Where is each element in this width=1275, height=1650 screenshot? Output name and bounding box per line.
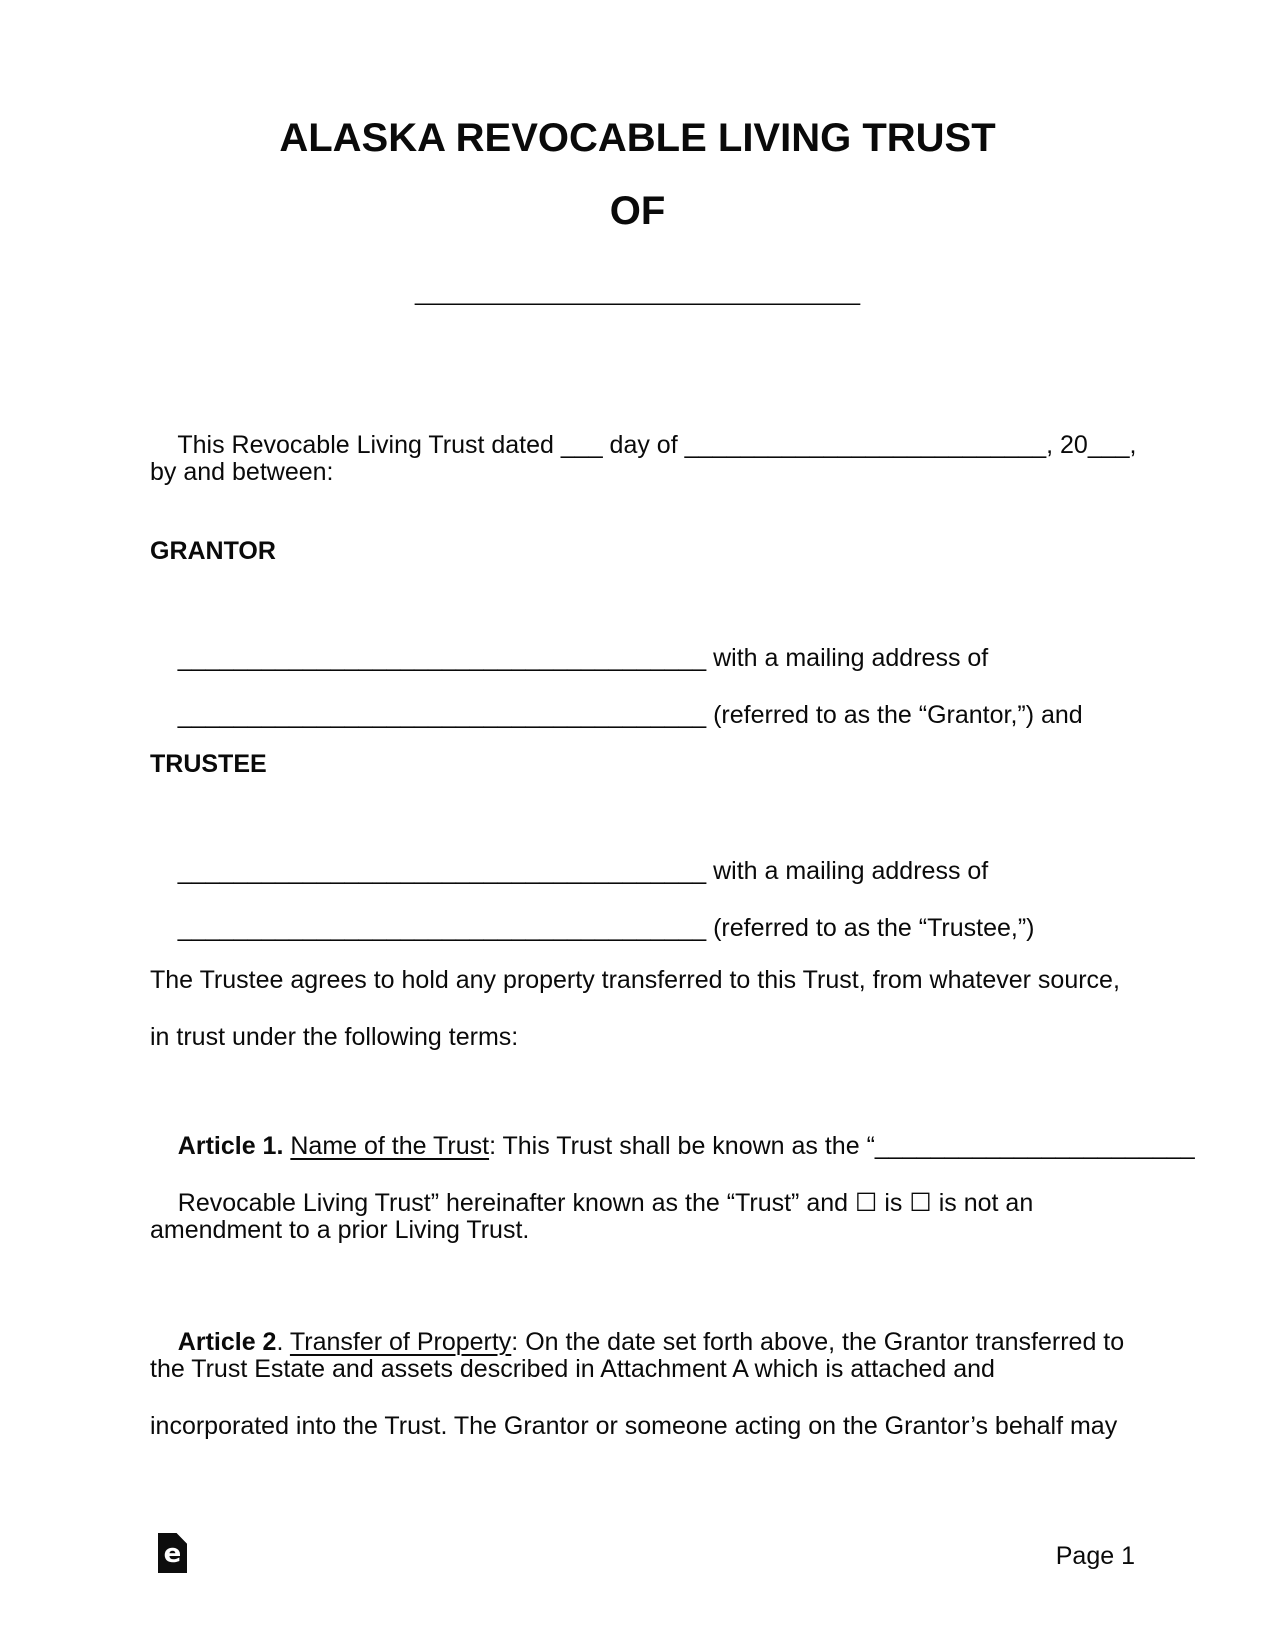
intro-by-and-between: by and between: bbox=[150, 458, 334, 486]
grantor-name-blank[interactable]: ______________________________________ bbox=[177, 644, 707, 672]
article-1-text: : This Trust shall be known as the “ bbox=[489, 1132, 875, 1160]
article-1-line-3: amendment to a prior Living Trust. bbox=[150, 1216, 530, 1244]
date-day-blank[interactable]: ___ bbox=[560, 431, 603, 459]
trustee-address-blank[interactable]: ______________________________________ bbox=[177, 914, 707, 942]
trustee-name-line-text: with a mailing address of bbox=[706, 857, 989, 885]
trust-name-blank[interactable]: _______________________ bbox=[874, 1132, 1195, 1160]
date-month-blank[interactable]: __________________________ bbox=[684, 431, 1047, 459]
article-2-heading: Transfer of Property bbox=[289, 1328, 512, 1356]
article-2-label: Article 2 bbox=[177, 1328, 277, 1356]
article-2-text: : On the date set forth above, the Grantor transferred to bbox=[511, 1328, 1125, 1356]
article-2-line-3: incorporated into the Trust. The Grantor or someone acting on the Grantor’s behalf may bbox=[150, 1412, 1118, 1440]
date-year-blank[interactable]: ___ bbox=[1087, 431, 1130, 459]
terms-paragraph-line-1: The Trustee agrees to hold any property transferred to this Trust, from whatever source, bbox=[150, 966, 1120, 994]
intro-text-1: This Revocable Living Trust dated bbox=[177, 431, 561, 459]
amendment-is-not-checkbox[interactable]: ☐ bbox=[909, 1189, 932, 1217]
grantor-address-line bbox=[150, 670, 1083, 760]
article-1-label: Article 1. bbox=[177, 1132, 291, 1160]
article-1-heading: Name of the Trust bbox=[290, 1132, 490, 1160]
grantor-name-line-text: with a mailing address of bbox=[706, 644, 989, 672]
page-number: Page 1 bbox=[1055, 1542, 1135, 1570]
article-1-line-2-mid: is bbox=[877, 1189, 910, 1217]
trustee-heading: TRUSTEE bbox=[150, 750, 267, 778]
amendment-is-checkbox[interactable]: ☐ bbox=[854, 1189, 878, 1217]
trust-title-name-blank[interactable]: ____________________ bbox=[415, 265, 860, 309]
grantor-address-blank[interactable]: ______________________________________ bbox=[177, 701, 707, 729]
eforms-logo-letter: e bbox=[163, 1539, 182, 1569]
document-title-of: OF bbox=[609, 189, 666, 233]
article-2-label-period: . bbox=[276, 1328, 290, 1356]
trustee-name-blank[interactable]: ______________________________________ bbox=[177, 857, 707, 885]
article-2-line-2: the Trust Estate and assets described in Attachment A which is attached and bbox=[150, 1355, 995, 1383]
terms-paragraph-line-2: in trust under the following terms: bbox=[150, 1023, 519, 1051]
article-1-line-2-end: is not an bbox=[931, 1189, 1034, 1217]
article-1-line-2-text: Revocable Living Trust” hereinafter known as the “Trust” and bbox=[177, 1189, 855, 1217]
trustee-address-line bbox=[150, 883, 1035, 973]
intro-text-2: day of bbox=[602, 431, 685, 459]
intro-text-3: , 20 bbox=[1046, 431, 1088, 459]
grantor-address-line-text: (referred to as the “Grantor,”) and bbox=[706, 701, 1083, 729]
intro-text-4: , bbox=[1129, 431, 1137, 459]
eforms-logo bbox=[158, 1533, 187, 1573]
grantor-heading: GRANTOR bbox=[150, 537, 276, 565]
document-title: ALASKA REVOCABLE LIVING TRUST bbox=[279, 116, 996, 160]
trustee-address-line-text: (referred to as the “Trustee,”) bbox=[706, 914, 1035, 942]
